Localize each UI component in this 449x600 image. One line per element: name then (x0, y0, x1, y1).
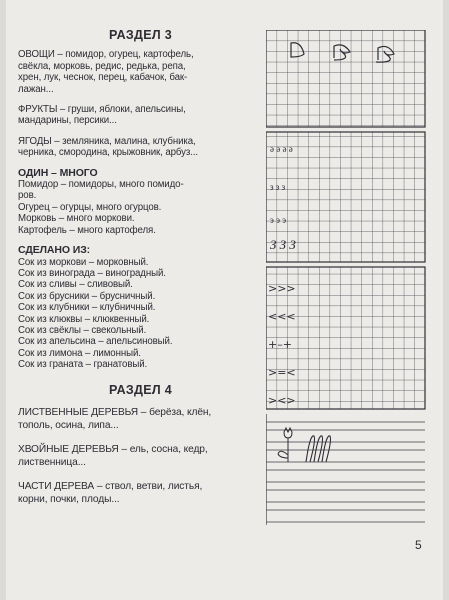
one-many-line: Морковь – много моркови. (18, 213, 135, 225)
made-of-line: Сок из клюквы – клюквенный. (18, 313, 150, 325)
one-many-line: Огурец – огурцы, много огурцов. (18, 201, 162, 213)
vegetables-line: ОВОЩИ – помидор, огурец, картофель, (18, 49, 194, 61)
made-of-line: Сок из апельсина – апельсиновый. (18, 336, 173, 348)
tree-parts-line: корни, почки, плоды... (18, 493, 120, 505)
handwriting-grid (266, 30, 426, 530)
vegetables-line: хрен, лук, чеснок, перец, кабачок, бак- (18, 72, 188, 84)
deciduous-line: ЛИСТВЕННЫЕ ДЕРЕВЬЯ – берёза, клён, (18, 406, 212, 418)
grid-block-1 (266, 30, 425, 127)
section-3-title: РАЗДЕЛ 3 (109, 28, 172, 42)
cursive-letters-row-2: з з з (270, 182, 286, 192)
vegetables-block (18, 49, 263, 95)
fruits-line: мандарины, персики... (18, 115, 117, 127)
deciduous-line: тополь, осина, липа... (18, 419, 119, 431)
one-many-block (18, 168, 263, 236)
cursive-letters-row-1: ә ә ә ә (270, 144, 293, 154)
vegetables-line: лажан... (18, 83, 54, 95)
made-of-line: Сок из моркови – морковный. (18, 256, 149, 268)
workbook-page (6, 0, 443, 600)
made-of-line: Сок из граната – гранатовый. (18, 359, 148, 371)
cursive-letters-row-3: э э э (270, 215, 287, 225)
conifers-line: лиственница... (18, 456, 86, 468)
tree-parts-line: ЧАСТИ ДЕРЕВА – ствол, ветви, листья, (18, 480, 203, 492)
comparison-row-3: +–+ (268, 338, 292, 351)
one-many-line: Помидор – помидоры, много помидо- (18, 179, 184, 191)
made-of-line: Сок из лимона – лимонный. (18, 347, 141, 359)
one-many-line: Картофель – много картофеля. (18, 224, 156, 236)
comparison-row-1: >>> (268, 282, 296, 295)
comparison-row-5: ><> (268, 394, 296, 407)
flower-drawing (278, 428, 292, 462)
made-of-line: Сок из винограда – виноградный. (18, 267, 166, 279)
cursive-letters-row-4: З З З (270, 237, 296, 252)
fruits-line: ФРУКТЫ – груши, яблоки, апельсины, (18, 104, 186, 116)
vegetables-line: свёкла, морковь, редис, редька, репа, (18, 60, 186, 72)
one-many-line: ров. (18, 190, 37, 202)
made-of-line: Сок из сливы – сливовый. (18, 279, 133, 291)
berries-line: черника, смородина, крыжовник, арбуз... (18, 147, 199, 159)
conifers-block (18, 443, 263, 469)
one-many-heading: ОДИН – МНОГО (18, 166, 98, 179)
comparison-row-4: >=< (268, 366, 296, 379)
fruits-block (18, 104, 263, 127)
made-of-line: Сок из брусники – брусничный. (18, 290, 156, 302)
deciduous-block (18, 406, 263, 432)
made-of-line: Сок из свёклы – свекольный. (18, 324, 147, 336)
made-of-heading: СДЕЛАНО ИЗ: (18, 244, 91, 257)
made-of-line: Сок из клубники – клубничный. (18, 302, 156, 314)
berries-block (18, 136, 263, 159)
page-number: 5 (415, 538, 422, 552)
berries-line: ЯГОДЫ – земляника, малина, клубника, (18, 135, 196, 147)
made-of-block (18, 245, 263, 370)
text-column (18, 30, 263, 515)
cursive-sh-letters (306, 436, 331, 462)
tree-parts-block (18, 480, 263, 506)
section-4-title: РАЗДЕЛ 4 (109, 382, 172, 397)
conifers-line: ХВОЙНЫЕ ДЕРЕВЬЯ – ель, сосна, кедр, (18, 443, 208, 455)
writing-lines (266, 414, 425, 525)
comparison-row-2: <<< (268, 310, 296, 323)
